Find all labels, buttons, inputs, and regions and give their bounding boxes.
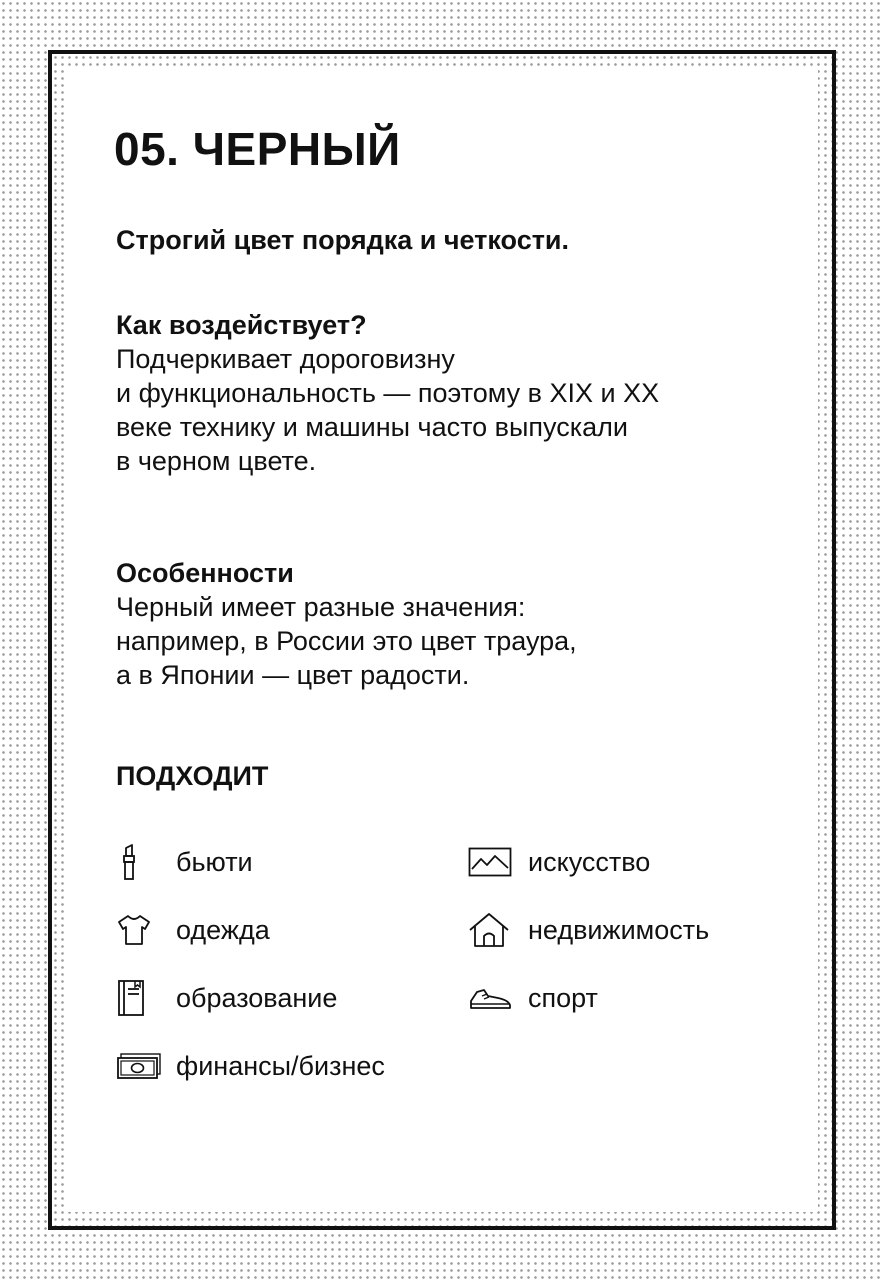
- section-heading: Особенности: [116, 558, 294, 588]
- house-icon: [468, 912, 514, 948]
- section-line: веке технику и машины часто выпускали: [116, 412, 628, 442]
- section-line: например, в России это цвет траура,: [116, 626, 577, 656]
- section-heading: Как воздействует?: [116, 310, 367, 340]
- sneaker-icon: [468, 980, 514, 1016]
- section-line: а в Японии — цвет радости.: [116, 660, 470, 690]
- fit-item-clothes: [116, 910, 270, 950]
- section-line: и функциональность — поэтому в XIX и XX: [116, 378, 660, 408]
- fit-item-realestate: [468, 910, 709, 950]
- section-line: Подчеркивает дороговизну: [116, 344, 455, 374]
- fit-item-label: искусство: [528, 847, 651, 877]
- fit-item-art: [468, 842, 650, 882]
- fit-item-label: спорт: [528, 983, 598, 1013]
- fit-item-label: одежда: [176, 915, 270, 945]
- fit-item-education: [116, 978, 337, 1018]
- card-title: 05. ЧЕРНЫЙ: [114, 123, 401, 175]
- fit-item-label: недвижимость: [528, 915, 710, 945]
- fit-item-finance: [116, 1046, 385, 1086]
- fit-item-beauty: [116, 842, 253, 882]
- fit-item-label: финансы/бизнес: [176, 1051, 385, 1081]
- section-effect: [116, 308, 816, 478]
- section-line: Черный имеет разные значения:: [116, 592, 526, 622]
- section-line: в черном цвете.: [116, 446, 317, 476]
- color-card: [48, 50, 836, 1230]
- fit-item-label: образование: [176, 983, 338, 1013]
- card-content: [66, 68, 818, 1212]
- fits-title: ПОДХОДИТ: [116, 761, 269, 791]
- fit-item-label: бьюти: [176, 847, 253, 877]
- section-features: [116, 556, 816, 692]
- landscape-picture-icon: [468, 844, 514, 880]
- fit-item-sport: [468, 978, 598, 1018]
- notebook-icon: [116, 980, 162, 1016]
- tshirt-icon: [116, 912, 162, 948]
- card-tagline: Строгий цвет порядка и четкости.: [116, 225, 570, 255]
- banknote-icon: [116, 1048, 162, 1084]
- lipstick-icon: [116, 844, 162, 880]
